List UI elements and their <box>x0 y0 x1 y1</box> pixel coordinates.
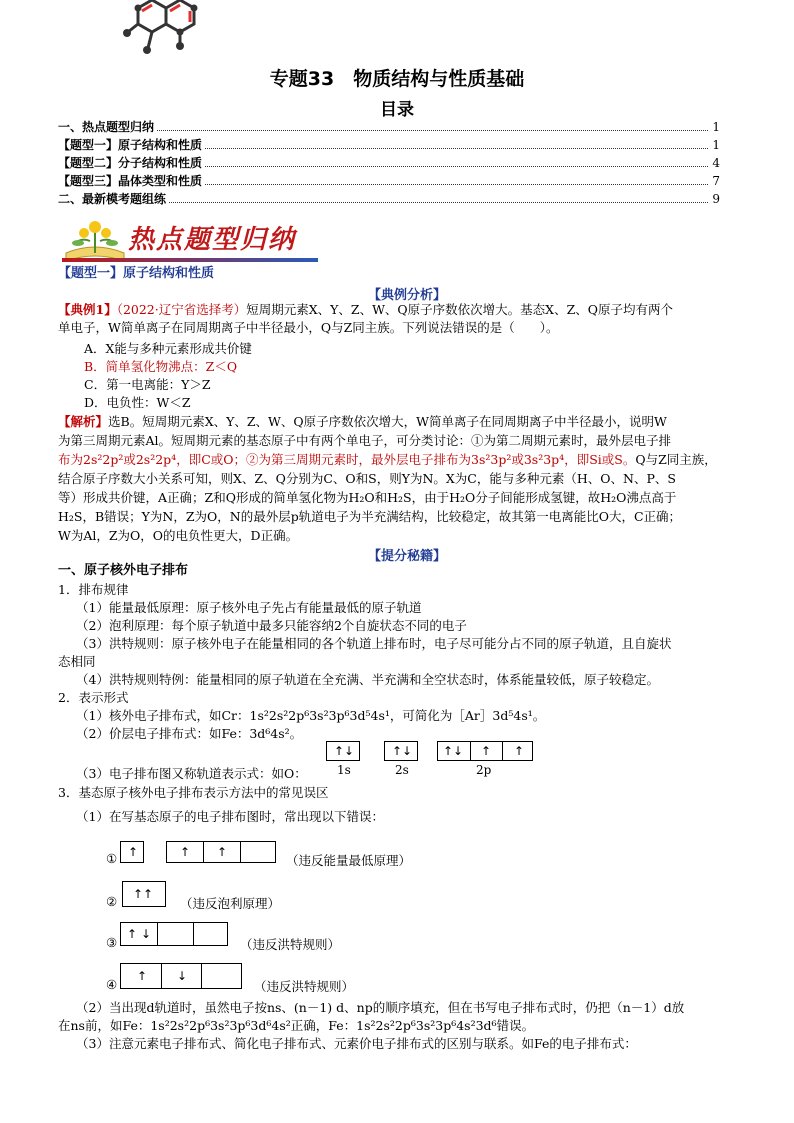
molecule-logo-icon <box>118 0 198 58</box>
rule-1: （1）能量最低原理：原子核外电子先占有能量最低的原子轨道 <box>76 600 422 615</box>
rule-3b: 态相同 <box>58 654 96 669</box>
section1-h2: 2．表示形式 <box>58 690 129 705</box>
mistake-2a: （2）当出现d轨道时，虽然电子按ns、(n－1) d、np的顺序填充，但在书写电子排布式时，仍把（n－1）d放 <box>76 1000 685 1015</box>
err2-num: ② <box>106 894 118 909</box>
section1-h3: 3．基态原子核外电子排布表示方法中的常见误区 <box>58 785 329 800</box>
analysis-line5: 等）形成共价键，A正确；Z和Q形成的简单氢化物为H₂O和H₂S，由于H₂O分子间能形成氢键，故H₂O沸点高于 <box>58 490 677 505</box>
form-3: （3）电子排布图又称轨道表示式：如O： <box>76 766 307 781</box>
example-stem-line1 <box>58 302 673 318</box>
orbital-2p: ↑↓ ↑ ↑ <box>437 741 533 761</box>
rule-4: （4）洪特规则特例：能量相同的原子轨道在全充满、半充满和全空状态时，体系能量较低，原子较稳定。 <box>76 672 659 687</box>
form-2: （2）价层电子排布式：如Fe：3d⁶4s²。 <box>76 726 303 741</box>
form-1: （1）核外电子排布式，如Cr：1s²2s²2p⁶3s²3p⁶3d⁵4s¹，可简化为［Ar］3d⁵4s¹。 <box>76 708 546 723</box>
orbital-label-2p: 2p <box>476 763 492 777</box>
analysis-tag: 【解析】 <box>58 414 109 429</box>
err3-label: （违反洪特规则） <box>240 937 341 952</box>
rule-3a: （3）洪特规则：原子核外电子在能量相同的各个轨道上排布时，电子尽可能分占不同的原子轨道，且自旋状 <box>76 636 672 651</box>
example-stem1: 短周期元素X、Y、Z、W、Q原子序数依次增大。基态X、Z、Q原子均有两个 <box>246 302 674 317</box>
toc-item-type2[interactable]: 【题型二】分子结构和性质 4 <box>58 156 720 170</box>
orbital-1s: ↑↓ <box>326 741 360 761</box>
example-stem-line2: 单电子，W简单离子在同周期离子中半径最小，Q与Z同主族。下列说法错误的是（ ）。 <box>58 320 559 335</box>
page-title: 专题33 物质结构与性质基础 <box>269 68 525 90</box>
section1-h1: 1．排布规律 <box>58 582 129 597</box>
mistake-3: （3）注意元素电子排布式、简化电子排布式、元素价电子排布式的区别与联系。如Fe的电子排布式： <box>76 1036 637 1051</box>
section1-title: 一、原子核外电子排布 <box>58 563 189 578</box>
err3-num: ③ <box>106 935 118 950</box>
analysis-line1: 【解析】选B。短周期元素X、Y、Z、W、Q原子序数依次增大，W简单离子在同周期离子中半径最小，说明W <box>58 414 667 429</box>
err4-label: （违反洪特规则） <box>254 979 355 994</box>
toc-item-type1[interactable]: 【题型一】原子结构和性质 1 <box>58 138 720 152</box>
analysis-line4: 结合原子序数大小关系可知，则X、Z、Q分别为C、O和S，则Y为N。X为C，能与多种元素（H、O、N、P、S <box>58 471 676 486</box>
orbital-2s: ↑↓ <box>384 741 418 761</box>
example-source: （2022·辽宁省选择考） <box>116 302 247 317</box>
mistake-1: （1）在写基态原子的电子排布图时，常出现以下错误： <box>76 809 384 824</box>
option-c: C．第一电离能：Y＞Z <box>84 377 211 392</box>
err1-box-a: ↑ <box>120 841 144 863</box>
analysis-line6: H₂S，B错误；Y为N，Z为O，N的最外层p轨道电子为半充满结构，比较稳定，故其第一电离能比O大，C正确； <box>58 509 682 524</box>
err4-num: ④ <box>106 977 118 992</box>
toc-item-type3[interactable]: 【题型三】晶体类型和性质 7 <box>58 174 720 188</box>
err1-box-b: ↑ ↑ <box>166 841 276 863</box>
toc-item-hot-types[interactable]: 一、热点题型归纳 1 <box>58 120 720 134</box>
err1-num: ① <box>106 851 118 866</box>
option-b: B．简单氢化物沸点：Z＜Q <box>84 359 238 374</box>
toc-item-mock-exams[interactable]: 二、最新模考题组练 9 <box>58 192 720 206</box>
rule-2: （2）泡利原理：每个原子轨道中最多只能容纳2个自旋状态不同的电子 <box>76 618 467 633</box>
example-tag: 【典例1】 <box>58 302 117 317</box>
err1-label: （违反能量最低原理） <box>286 853 412 868</box>
mistake-2b: 在ns前，如Fe：1s²2s²2p⁶3s²3p⁶3d⁶4s²正确，Fe：1s²2s²2p⁶3s²3p⁶4s²3d⁶错误。 <box>58 1018 535 1033</box>
option-d: D．电负性：W＜Z <box>84 395 191 410</box>
orbital-label-2s: 2s <box>395 763 409 777</box>
analysis-line7: W为Al，Z为O，O的电负性更大，D正确。 <box>58 528 299 543</box>
type1-heading: 【题型一】原子结构和性质 <box>58 266 215 281</box>
err4-box: ↑ ↓ <box>120 963 242 989</box>
banner-title: 热点题型归纳 <box>128 225 297 255</box>
err2-label: （违反泡利原理） <box>180 896 281 911</box>
analysis-line3: 布为2s²2p²或2s²2p⁴，即C或O；②为第三周期元素时，最外层电子排布为3s²3p²或3s²3p⁴，即Si或S。Q与Z同主族， <box>58 452 717 467</box>
example-heading: 【典例分析】 <box>368 288 447 303</box>
option-a: A．X能与多种元素形成共价键 <box>84 341 252 356</box>
tips-heading: 【提分秘籍】 <box>368 549 447 564</box>
toc-title: 目录 <box>380 100 414 120</box>
err2-box: ↑↑ <box>122 881 166 907</box>
analysis-line2: 为第三周期元素Al。短周期元素的基态原子中有两个单电子，可分类讨论：①为第二周期元素时，最外层电子排 <box>58 433 672 448</box>
banner-underline <box>62 258 318 262</box>
orbital-label-1s: 1s <box>337 763 351 777</box>
err3-box: ↑ ↓ <box>120 922 228 946</box>
